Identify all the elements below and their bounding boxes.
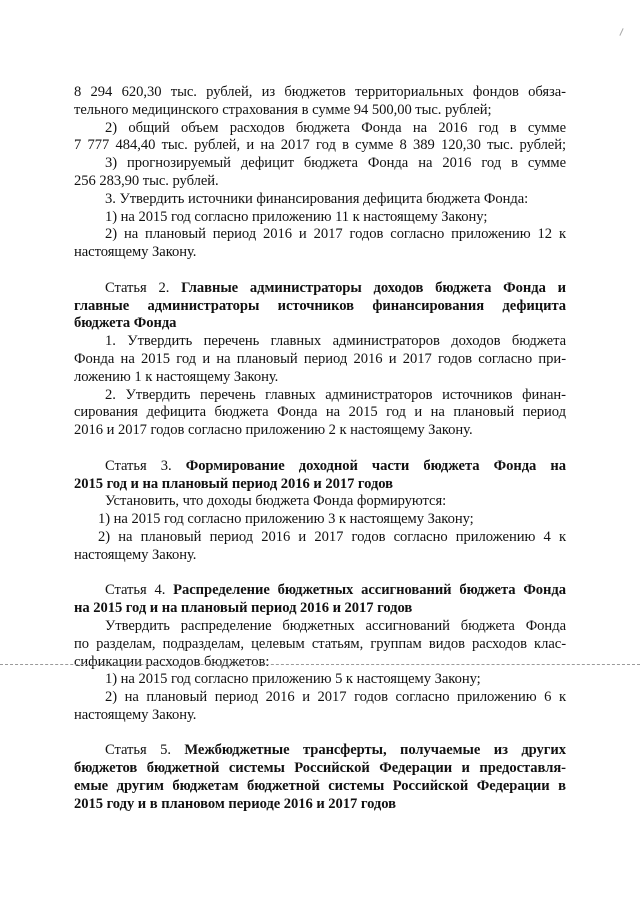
- text-line: 8 294 620,30 тыс. рублей, из бюджетов территориальных фондов обяза-: [74, 84, 566, 100]
- article-title: емые другим бюджетам бюджетной системы Российской Федерации в: [74, 778, 566, 795]
- text-line: по разделам, подразделам, целевым статьям, группам видов расходов клас-: [74, 635, 566, 652]
- scan-fold-line: [0, 664, 640, 665]
- article-title: бюджетов бюджетной системы Российской Федерации и предоставля-: [74, 760, 566, 777]
- article-title: Формирование доходной части бюджета Фонда на: [185, 457, 566, 474]
- text-line: настоящему Закону.: [74, 244, 197, 261]
- text-line: 256 283,90 тыс. рублей.: [74, 172, 219, 189]
- text-line: 3. Утвердить источники финансирования дефицита бюджета Фонда:: [105, 190, 529, 207]
- section-gap: [74, 725, 566, 743]
- text-line: 1) на 2015 год согласно приложению 11 к настоящему Закону;: [105, 208, 488, 225]
- text-line: 3) прогнозируемый дефицит бюджета Фонда на 2016 год в сумме: [105, 155, 566, 172]
- article-title: главные администраторы источников финансирования дефицита: [74, 297, 566, 314]
- article-2: [74, 280, 566, 440]
- article-label: Статья 4.: [105, 582, 166, 599]
- article-2-heading: [74, 280, 566, 298]
- text-line: 7 777 484,40 тыс. рублей, и на 2017 год в сумме 8 389 120,30 тыс. рублей;: [74, 137, 566, 154]
- text-line: Установить, что доходы бюджета Фонда формируются:: [105, 493, 447, 510]
- article-title: Распределение бюджетных ассигнований бюджета Фонда: [173, 582, 566, 599]
- article-title-line: [74, 476, 566, 494]
- article-title-line: [74, 760, 566, 778]
- text-line: 2) общий объем расходов бюджета Фонда на 2016 год в сумме: [105, 119, 566, 136]
- article-1-continuation: [74, 84, 566, 262]
- article-title-line: [74, 600, 566, 618]
- article-label: Статья 5.: [105, 742, 171, 759]
- article-title-line: [74, 298, 566, 316]
- article-title-line: [74, 315, 566, 333]
- article-3: [74, 458, 566, 565]
- text-line: тельного медицинского страхования в сумме 94 500,00 тыс. рублей;: [74, 101, 492, 118]
- article-4-heading: [74, 582, 566, 600]
- article-title: 2015 году и в плановом периоде 2016 и 2017 годов: [74, 795, 396, 812]
- text-line: настоящему Закону.: [74, 546, 197, 563]
- section-gap: [74, 565, 566, 583]
- text-line: 1. Утвердить перечень главных администраторов доходов бюджета: [105, 333, 566, 350]
- section-gap: [74, 262, 566, 280]
- article-title: на 2015 год и на плановый период 2016 и 2017 годов: [74, 600, 413, 617]
- text-line: сирования дефицита бюджета Фонда на 2015 год и на плановый период: [74, 404, 566, 421]
- article-5: [74, 742, 566, 813]
- text-line: 1) на 2015 год согласно приложению 3 к настоящему Закону;: [98, 511, 474, 528]
- article-label: Статья 2.: [105, 279, 170, 296]
- document-page: [74, 84, 566, 814]
- article-3-heading: [74, 458, 566, 476]
- text-line: сификации расходов бюджетов:: [74, 653, 270, 670]
- text-line: 2) на плановый период 2016 и 2017 годов согласно приложению 6 к: [105, 689, 566, 706]
- text-line: 2) на плановый период 2016 и 2017 годов согласно приложению 4 к: [98, 528, 566, 545]
- article-title: бюджета Фонда: [74, 315, 177, 332]
- text-line: ложению 1 к настоящему Закону.: [74, 368, 279, 385]
- text-line: настоящему Закону.: [74, 706, 197, 723]
- article-title: Межбюджетные трансферты, получаемые из других: [184, 742, 566, 759]
- text-line: Утвердить распределение бюджетных ассигнований бюджета Фонда: [105, 617, 566, 634]
- article-5-heading: [74, 742, 566, 760]
- text-line: 2) на плановый период 2016 и 2017 годов согласно приложению 12 к: [105, 226, 566, 243]
- article-label: Статья 3.: [105, 457, 172, 474]
- article-title-line: [74, 796, 566, 814]
- article-title-line: [74, 778, 566, 796]
- text-line: 2016 и 2017 годов согласно приложению 2 к настоящему Закону.: [74, 422, 473, 439]
- text-line: Фонда на 2015 год и на плановый период 2016 и 2017 годов согласно при-: [74, 350, 566, 367]
- article-title: Главные администраторы доходов бюджета Фонда и: [181, 279, 567, 296]
- text-line: 1) на 2015 год согласно приложению 5 к настоящему Закону;: [105, 671, 481, 688]
- text-line: 2. Утвердить перечень главных администраторов источников финан-: [105, 386, 566, 403]
- article-4: [74, 582, 566, 724]
- scan-corner-mark: [619, 28, 623, 36]
- article-title: 2015 год и на плановый период 2016 и 2017 годов: [74, 475, 394, 492]
- section-gap: [74, 440, 566, 458]
